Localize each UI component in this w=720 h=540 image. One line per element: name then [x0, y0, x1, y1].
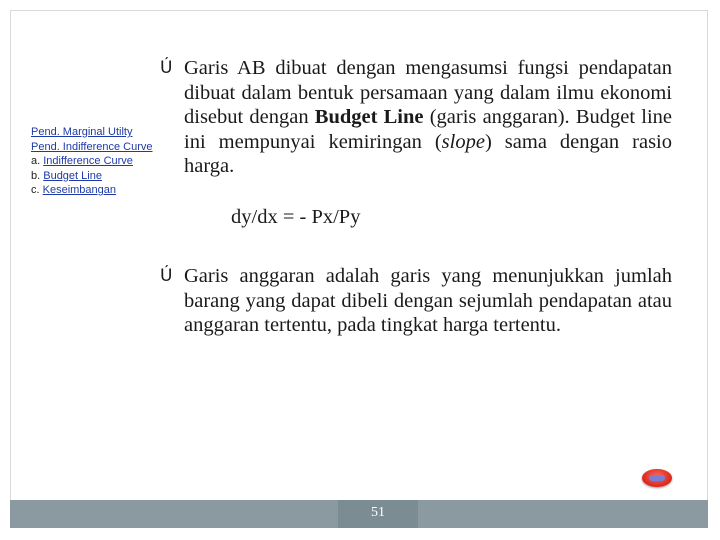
sidebar-item-prefix: c. [31, 184, 43, 196]
page-number-box [338, 500, 418, 528]
sidebar-link-indifference-curve[interactable]: Indifference Curve [43, 155, 133, 167]
bullet-budget-line-meaning [160, 264, 672, 338]
bullet-text-part: ) sama dengan rasio harga. [184, 130, 672, 178]
bullet-budget-line-definition [160, 56, 672, 179]
bullet-marker-icon: Ú [160, 266, 173, 286]
sidebar-link-budget-line[interactable]: Budget Line [43, 169, 102, 182]
sidebar-link-marginal-utility[interactable]: Pend. Marginal Utilty [31, 126, 133, 138]
sidebar-item-keseimbangan[interactable] [31, 183, 181, 198]
bullet-text-bold: Budget Line [314, 106, 424, 129]
bullet-text [184, 56, 672, 179]
slope-equation: dy/dx = - Px/Py [231, 206, 361, 228]
sidebar-item-indifference-curve[interactable] [31, 154, 181, 169]
sidebar-link-indifference-curve-intro[interactable]: Pend. Indifference Curve [31, 140, 153, 153]
sidebar-link-keseimbangan[interactable]: Keseimbangan [42, 184, 117, 196]
arrow-right-icon [649, 475, 665, 481]
next-slide-button[interactable] [642, 469, 672, 487]
sidebar-item-indifference-curve-intro[interactable] [31, 140, 181, 155]
bullet-marker-icon: Ú [160, 58, 173, 78]
page-number: 51 [371, 505, 385, 520]
bullet-text-part: (garis anggaran). Budget line ini mempunyai kemiringan ( [184, 106, 672, 153]
sidebar-item-marginal-utility[interactable] [31, 125, 181, 140]
sidebar-nav [31, 125, 181, 198]
sidebar-item-prefix: b. [31, 169, 44, 182]
bullet-text-italic: slope [441, 130, 485, 153]
sidebar-item-prefix: a. [31, 155, 44, 167]
bullet-text: Garis anggaran adalah garis yang menunjukkan jumlah barang yang dapat dibeli dengan sejumlah pendapatan atau anggaran tertentu, pada tingkat harga tertentu. [184, 265, 672, 337]
bullet-text-part: Garis AB dibuat dengan mengasumsi fungsi pendapatan dibuat dalam bentuk persamaan yang dalam ilmu ekonomi disebut dengan [184, 57, 672, 129]
sidebar-item-budget-line[interactable] [31, 169, 181, 184]
footer-bar [10, 500, 708, 528]
